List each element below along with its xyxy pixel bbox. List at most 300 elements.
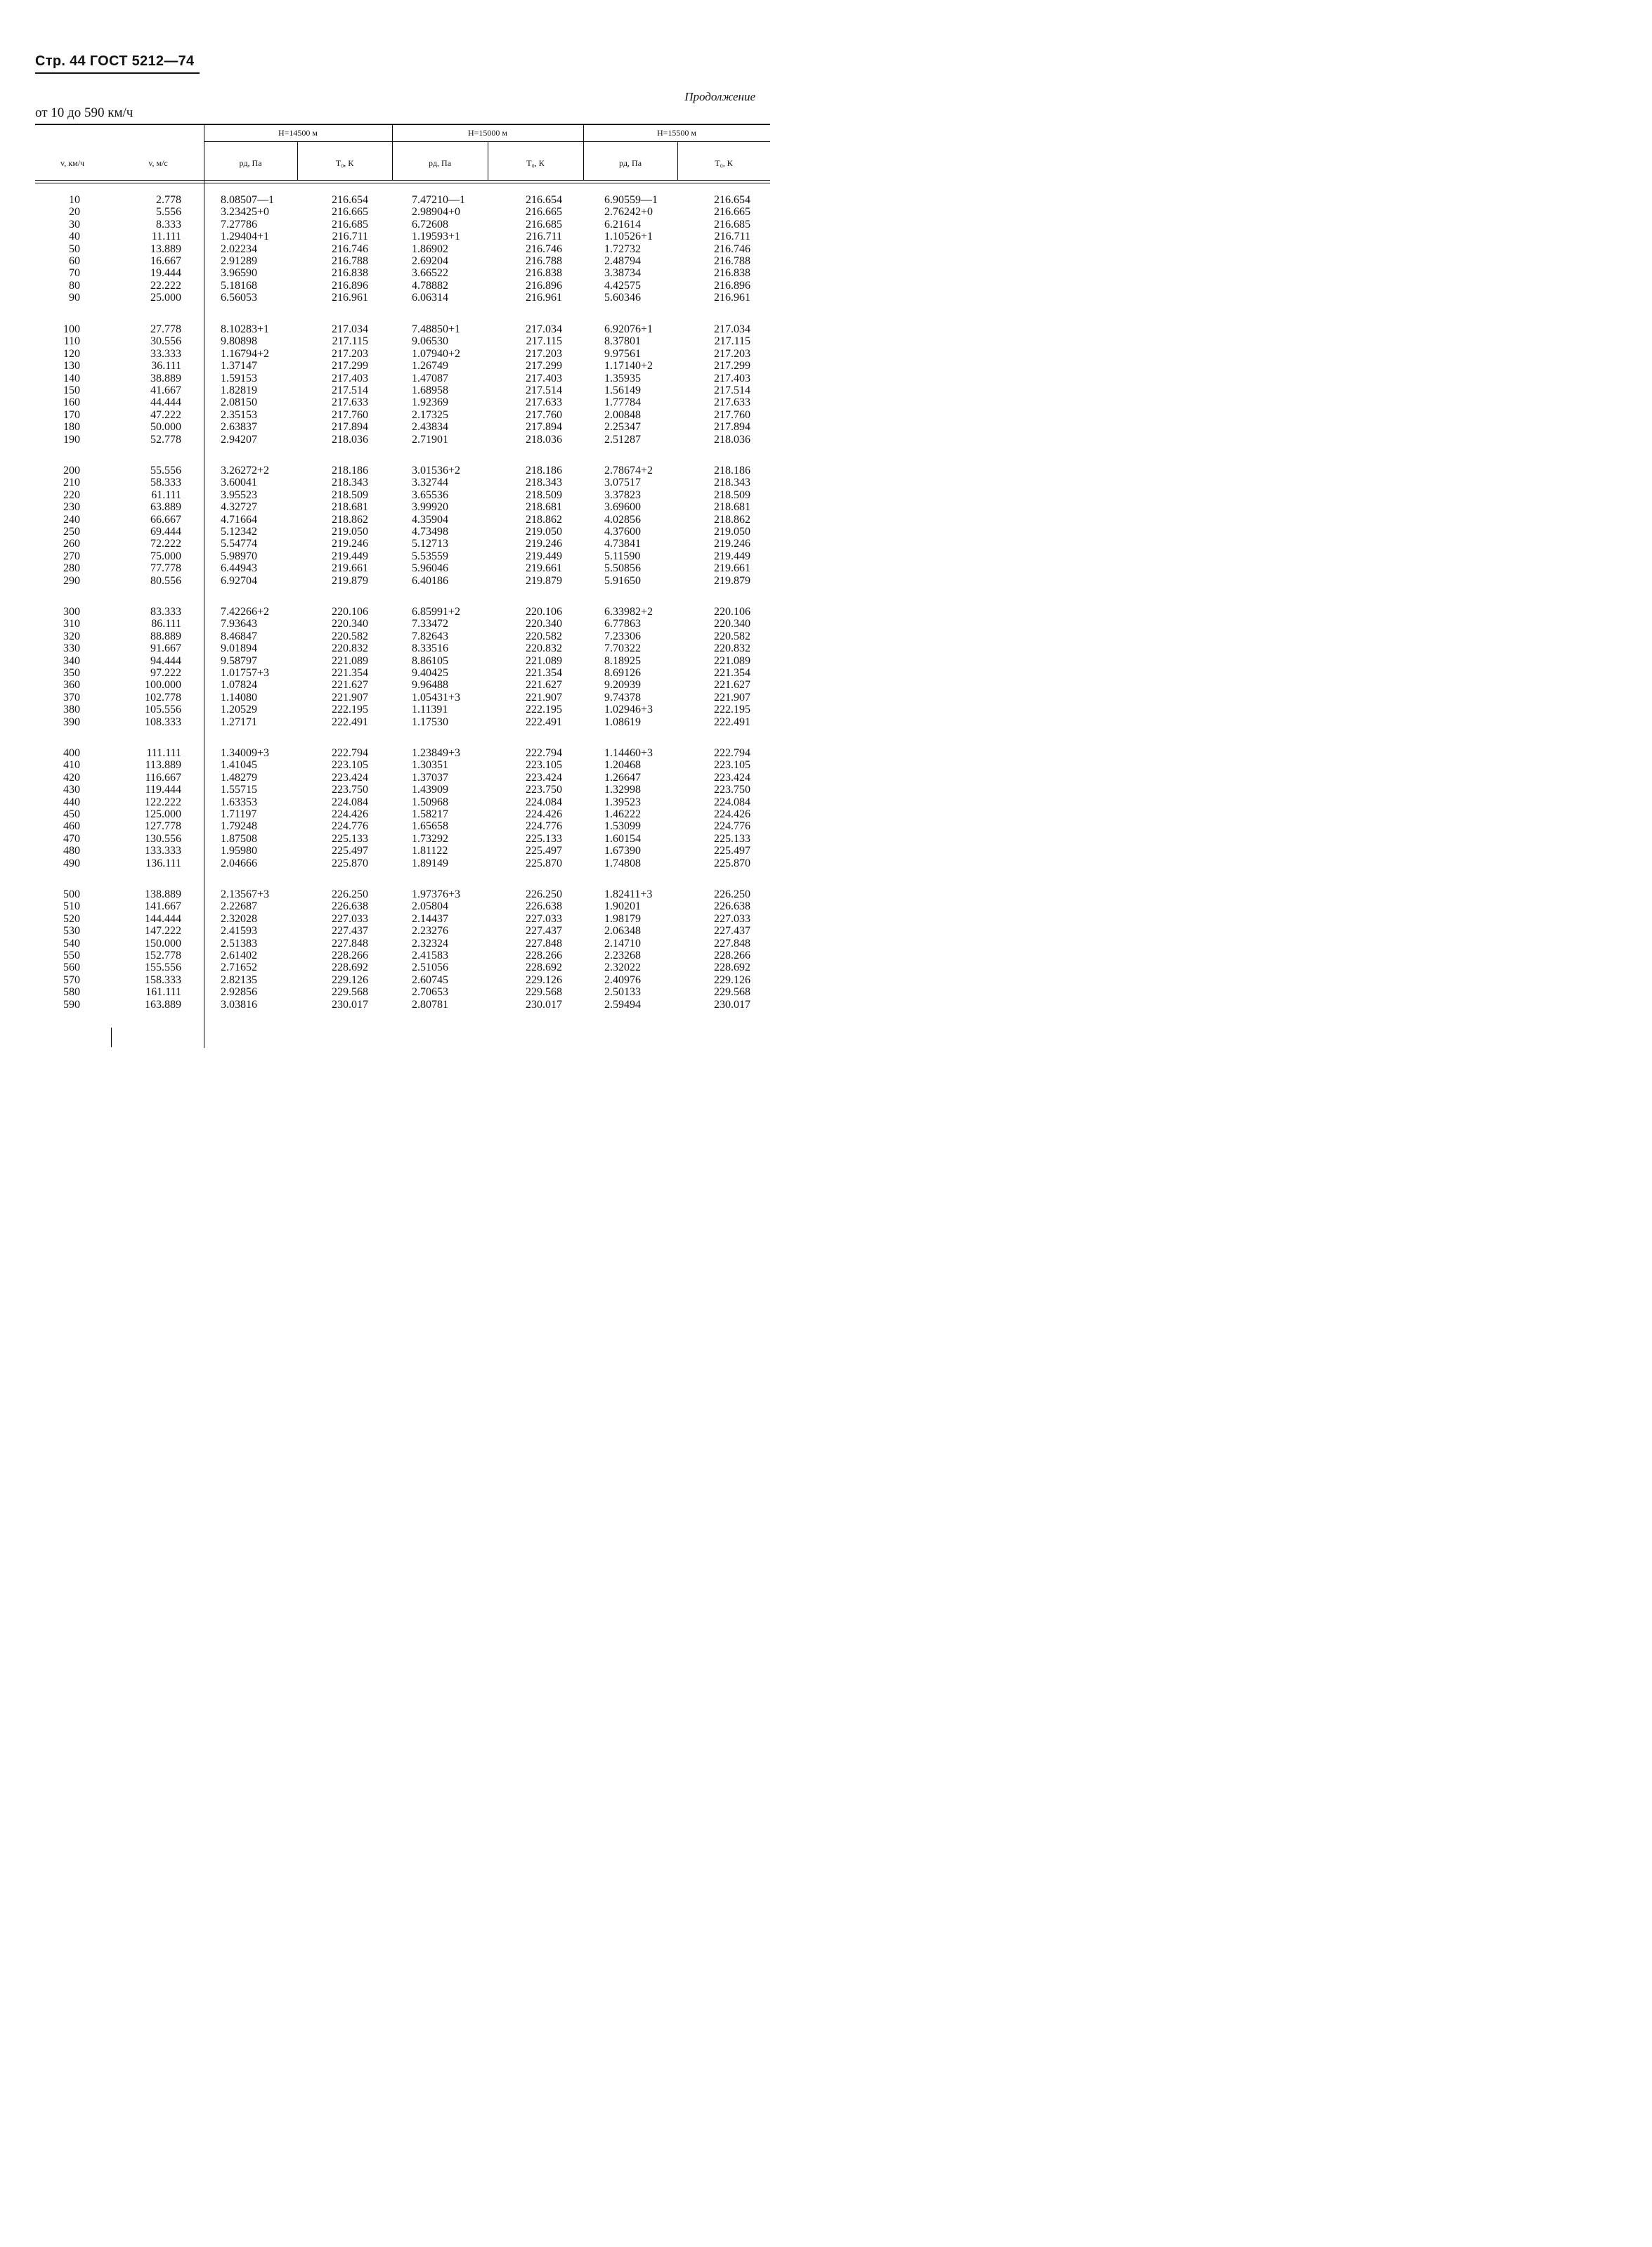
pressure-15500-cell: 9.20939 [604,679,641,692]
speed-ms-cell: 27.778 [150,323,181,335]
temperature-15500-cell: 216.711 [714,231,750,243]
temperature-15500-cell: 220.106 [714,606,750,618]
pressure-14500-cell: 3.60041 [221,477,257,489]
speed-kmh-cell: 190 [63,433,80,446]
speed-kmh-cell: 20 [69,206,80,219]
pressure-15000-cell: 1.86902 [412,242,448,255]
temperature-15000-cell: 219.246 [526,538,562,550]
speed-kmh-cell: 170 [63,408,80,421]
pressure-15000-cell: 6.40186 [412,574,448,587]
temperature-15000-cell: 217.403 [526,372,562,384]
temperature-15500-cell: 221.354 [714,667,750,679]
temperature-14500-cell: 217.115 [332,335,368,348]
temperature-14500-cell: 221.089 [332,654,368,667]
temperature-15000-cell: 216.665 [526,206,562,219]
pressure-15000-cell: 3.01536+2 [412,465,461,477]
speed-ms-cell: 147.222 [145,925,181,938]
temperature-14500-cell: 222.491 [332,715,368,728]
pressure-15500-cell: 2.00848 [604,408,641,421]
temperature-15000-cell: 220.582 [526,630,562,642]
speed-kmh-cell: 370 [63,691,80,704]
temperature-15000-cell: 218.681 [526,501,562,514]
temperature-15500-cell: 228.266 [714,950,750,961]
speed-kmh-cell: 510 [63,900,80,913]
pressure-15000-cell: 1.05431+3 [412,691,461,704]
pressure-15000-cell: 4.78882 [412,279,448,292]
header-altitude-14500: H=14500 м [278,128,318,138]
temperature-14500-cell: 220.340 [332,618,368,630]
header-v-kmh: v, км/ч [60,158,84,168]
temperature-14500-cell: 229.126 [332,973,368,986]
speed-ms-cell: 125.000 [145,808,181,820]
speed-ms-cell: 91.667 [150,642,181,655]
pressure-15000-cell: 5.53559 [412,550,448,562]
temperature-14500-cell: 218.862 [332,513,368,526]
pressure-14500-cell: 6.92704 [221,574,257,587]
pressure-14500-cell: 1.07824 [221,679,257,692]
header-pressure: pд, Па [428,158,452,168]
pressure-15500-cell: 1.08619 [604,715,641,728]
pressure-14500-cell: 9.01894 [221,642,257,655]
pressure-15000-cell: 2.70653 [412,986,448,999]
pressure-15000-cell: 2.14437 [412,912,448,925]
pressure-14500-cell: 1.63353 [221,796,257,808]
temperature-15000-cell: 216.788 [526,255,562,267]
pressure-15000-cell: 7.82643 [412,630,448,642]
speed-ms-cell: 111.111 [146,747,181,759]
temperature-14500-cell: 217.299 [332,360,368,373]
temperature-15500-cell: 218.036 [714,433,750,446]
pressure-14500-cell: 2.08150 [221,396,257,409]
speed-kmh-cell: 410 [63,759,80,772]
speed-ms-cell: 86.111 [151,618,181,630]
temperature-15000-cell: 222.195 [526,704,562,716]
speed-kmh-cell: 430 [63,784,80,796]
temperature-15500-cell: 216.685 [714,218,750,231]
pressure-14500-cell: 1.55715 [221,784,257,796]
speed-ms-cell: 25.000 [150,292,181,304]
speed-ms-cell: 5.556 [156,206,181,219]
temperature-15500-cell: 221.089 [714,654,750,667]
temperature-15500-cell: 219.246 [714,538,750,550]
pressure-15500-cell: 2.25347 [604,421,641,434]
temperature-14500-cell: 228.266 [332,950,368,961]
pressure-15000-cell: 1.30351 [412,759,448,772]
temperature-15000-cell: 217.633 [526,396,562,409]
speed-kmh-cell: 260 [63,538,80,550]
temperature-15000-cell: 216.654 [526,194,562,206]
speed-kmh-cell: 380 [63,704,80,716]
pressure-14500-cell: 2.92856 [221,986,257,999]
speed-kmh-cell: 590 [63,998,80,1011]
temperature-14500-cell: 217.514 [332,384,368,396]
speed-ms-cell: 163.889 [145,998,181,1011]
speed-ms-cell: 88.889 [150,630,181,642]
speed-kmh-cell: 90 [69,292,80,304]
temperature-15500-cell: 224.426 [714,808,750,820]
temperature-15500-cell: 226.250 [714,888,750,900]
temperature-14500-cell: 218.036 [332,433,368,446]
pressure-15500-cell: 1.26647 [604,771,641,784]
temperature-14500-cell: 220.106 [332,606,368,618]
speed-ms-cell: 144.444 [145,912,181,925]
temperature-15500-cell: 217.115 [714,335,750,348]
pressure-15000-cell: 8.86105 [412,654,448,667]
pressure-14500-cell: 5.54774 [221,538,257,550]
pressure-15000-cell: 5.96046 [412,562,448,575]
speed-ms-cell: 66.667 [150,513,181,526]
speed-ms-cell: 116.667 [145,771,181,784]
pressure-15500-cell: 1.74808 [604,857,641,869]
speed-ms-cell: 33.333 [150,347,181,360]
temperature-14500-cell: 226.250 [332,888,368,900]
temperature-15500-cell: 219.879 [714,574,750,587]
pressure-15500-cell: 1.98179 [604,912,641,925]
pressure-15500-cell: 2.51287 [604,433,641,446]
speed-ms-cell: 69.444 [150,526,181,538]
temperature-14500-cell: 216.838 [332,267,368,280]
speed-kmh-cell: 150 [63,384,80,396]
speed-kmh-cell: 570 [63,973,80,986]
temperature-15500-cell: 216.665 [714,206,750,219]
pressure-15000-cell: 4.35904 [412,513,448,526]
pressure-14500-cell: 1.34009+3 [221,747,270,759]
speed-kmh-cell: 290 [63,574,80,587]
temperature-15000-cell: 218.343 [526,477,562,489]
pressure-14500-cell: 1.82819 [221,384,257,396]
pressure-14500-cell: 1.01757+3 [221,667,270,679]
speed-kmh-cell: 400 [63,747,80,759]
speed-kmh-cell: 360 [63,679,80,692]
temperature-15000-cell: 227.033 [526,912,562,925]
pressure-15000-cell: 1.97376+3 [412,888,461,900]
speed-ms-cell: 119.444 [145,784,181,796]
temperature-15500-cell: 219.050 [714,526,750,538]
temperature-14500-cell: 230.017 [332,998,368,1011]
speed-ms-cell: 38.889 [150,372,181,384]
temperature-15000-cell: 218.862 [526,513,562,526]
pressure-15500-cell: 1.72732 [604,242,641,255]
temperature-15000-cell: 228.266 [526,950,562,961]
speed-kmh-cell: 460 [63,820,80,833]
temperature-15500-cell: 221.907 [714,691,750,704]
speed-kmh-cell: 250 [63,526,80,538]
temperature-15500-cell: 217.894 [714,421,750,434]
temperature-15500-cell: 223.105 [714,759,750,772]
pressure-14500-cell: 7.42266+2 [221,606,270,618]
temperature-15000-cell: 217.894 [526,421,562,434]
temperature-15000-cell: 220.340 [526,618,562,630]
speed-ms-cell: 158.333 [145,973,181,986]
pressure-15000-cell: 1.23849+3 [412,747,461,759]
speed-kmh-cell: 230 [63,501,80,514]
temperature-15000-cell: 220.106 [526,606,562,618]
pressure-14500-cell: 2.04666 [221,857,257,869]
pressure-15500-cell: 3.38734 [604,267,641,280]
temperature-14500-cell: 223.750 [332,784,368,796]
pressure-15500-cell: 1.82411+3 [604,888,653,900]
speed-ms-cell: 97.222 [150,667,181,679]
temperature-15500-cell: 216.746 [714,242,750,255]
temperature-15500-cell: 224.084 [714,796,750,808]
pressure-15500-cell: 2.06348 [604,925,641,938]
speed-ms-cell: 141.667 [145,900,181,913]
temperature-15500-cell: 220.582 [714,630,750,642]
pressure-14500-cell: 3.23425+0 [221,206,270,219]
speed-ms-cell: 127.778 [145,820,181,833]
pressure-15500-cell: 2.23268 [604,950,641,961]
pressure-15000-cell: 3.32744 [412,477,448,489]
pressure-15500-cell: 1.17140+2 [604,360,653,373]
speed-ms-cell: 102.778 [145,691,181,704]
speed-kmh-cell: 100 [63,323,80,335]
pressure-15000-cell: 2.98904+0 [412,206,461,219]
speed-ms-cell: 19.444 [150,267,181,280]
pressure-14500-cell: 1.20529 [221,704,257,716]
temperature-14500-cell: 225.870 [332,857,368,869]
speed-kmh-cell: 10 [69,194,80,206]
pressure-15000-cell: 5.12713 [412,538,448,550]
pressure-15000-cell: 1.26749 [412,360,448,373]
pressure-15500-cell: 3.37823 [604,488,641,501]
speed-kmh-cell: 110 [63,335,80,348]
pressure-14500-cell: 1.71197 [221,808,257,820]
temperature-15500-cell: 217.203 [714,347,750,360]
header-temperature: T₀, К [526,158,545,168]
temperature-14500-cell: 222.195 [332,704,368,716]
pressure-14500-cell: 2.13567+3 [221,888,270,900]
temperature-14500-cell: 227.437 [332,925,368,938]
speed-kmh-cell: 390 [63,715,80,728]
pressure-15500-cell: 7.23306 [604,630,641,642]
speed-ms-cell: 138.889 [145,888,181,900]
pressure-14500-cell: 1.48279 [221,771,257,784]
temperature-15000-cell: 219.050 [526,526,562,538]
pressure-15000-cell: 8.33516 [412,642,448,655]
temperature-14500-cell: 217.760 [332,408,368,421]
pressure-15000-cell: 1.73292 [412,832,448,845]
pressure-15500-cell: 6.21614 [604,218,641,231]
temperature-15500-cell: 220.832 [714,642,750,655]
table-top-rule [35,124,770,125]
pressure-15500-cell: 2.32022 [604,961,641,974]
pressure-15500-cell: 3.07517 [604,477,641,489]
pressure-15000-cell: 1.68958 [412,384,448,396]
pressure-14500-cell: 5.12342 [221,526,257,538]
pressure-14500-cell: 1.14080 [221,691,257,704]
speed-kmh-cell: 310 [63,618,80,630]
temperature-14500-cell: 229.568 [332,986,368,999]
pressure-14500-cell: 2.82135 [221,973,257,986]
pressure-14500-cell: 5.98970 [221,550,257,562]
temperature-15500-cell: 220.340 [714,618,750,630]
pressure-15500-cell: 2.76242+0 [604,206,653,219]
pressure-15500-cell: 2.50133 [604,986,641,999]
temperature-15000-cell: 218.036 [526,433,562,446]
temperature-14500-cell: 228.692 [332,961,368,974]
temperature-15500-cell: 223.750 [714,784,750,796]
pressure-15500-cell: 9.74378 [604,691,641,704]
pressure-15500-cell: 1.20468 [604,759,641,772]
speed-ms-cell: 47.222 [150,408,181,421]
temperature-15000-cell: 223.424 [526,771,562,784]
temperature-14500-cell: 216.665 [332,206,368,219]
speed-ms-cell: 136.111 [145,857,181,869]
pressure-15500-cell: 1.32998 [604,784,641,796]
pressure-15500-cell: 1.67390 [604,845,641,857]
speed-kmh-cell: 420 [63,771,80,784]
pressure-15000-cell: 2.69204 [412,255,448,267]
temperature-15000-cell: 225.133 [526,832,562,845]
pressure-15500-cell: 6.33982+2 [604,606,653,618]
pressure-15000-cell: 1.47087 [412,372,448,384]
pressure-15000-cell: 7.33472 [412,618,448,630]
speed-ms-cell: 155.556 [145,961,181,974]
pressure-15500-cell: 1.90201 [604,900,641,913]
pressure-14500-cell: 2.32028 [221,912,257,925]
pressure-15000-cell: 2.80781 [412,998,448,1011]
pressure-15500-cell: 7.70322 [604,642,641,655]
pressure-15000-cell: 1.11391 [412,704,448,716]
temperature-15500-cell: 227.437 [714,925,750,938]
pressure-15500-cell: 4.42575 [604,279,641,292]
temperature-14500-cell: 216.685 [332,218,368,231]
header-altitude-15500: H=15500 м [656,128,697,138]
pressure-14500-cell: 2.71652 [221,961,257,974]
speed-ms-cell: 72.222 [150,538,181,550]
temperature-14500-cell: 219.879 [332,574,368,587]
pressure-15500-cell: 1.56149 [604,384,641,396]
speed-ms-cell: 13.889 [150,242,181,255]
pressure-15500-cell: 1.10526+1 [604,231,653,243]
temperature-15500-cell: 222.195 [714,704,750,716]
temperature-14500-cell: 227.033 [332,912,368,925]
speed-kmh-cell: 350 [63,667,80,679]
temperature-15000-cell: 224.776 [526,820,562,833]
speed-ms-cell: 122.222 [145,796,181,808]
pressure-14500-cell: 3.96590 [221,267,257,280]
speed-kmh-cell: 480 [63,845,80,857]
pressure-15500-cell: 1.77784 [604,396,641,409]
temperature-15000-cell: 218.509 [526,488,562,501]
pressure-15500-cell: 8.18925 [604,654,641,667]
speed-kmh-cell: 560 [63,961,80,974]
pressure-14500-cell: 1.59153 [221,372,257,384]
temperature-14500-cell: 219.246 [332,538,368,550]
pressure-15500-cell: 3.69600 [604,501,641,514]
temperature-14500-cell: 217.633 [332,396,368,409]
pressure-15000-cell: 7.47210—1 [412,194,465,206]
pressure-15000-cell: 2.43834 [412,421,448,434]
pressure-14500-cell: 4.32727 [221,501,257,514]
temperature-15000-cell: 222.491 [526,715,562,728]
pressure-15500-cell: 5.91650 [604,574,641,587]
pressure-15500-cell: 1.46222 [604,808,641,820]
temperature-15000-cell: 225.497 [526,845,562,857]
speed-ms-cell: 83.333 [150,606,181,618]
speed-ms-cell: 161.111 [145,986,181,999]
temperature-15500-cell: 225.870 [714,857,750,869]
speed-kmh-cell: 60 [69,255,80,267]
speed-kmh-cell: 270 [63,550,80,562]
speed-ms-cell: 113.889 [145,759,181,772]
speed-kmh-cell: 130 [63,360,80,373]
pressure-14500-cell: 1.41045 [221,759,257,772]
pressure-15000-cell: 2.17325 [412,408,448,421]
temperature-14500-cell: 224.084 [332,796,368,808]
pressure-15000-cell: 2.51056 [412,961,448,974]
pressure-15500-cell: 2.14710 [604,937,641,950]
pressure-14500-cell: 8.08507—1 [221,194,274,206]
temperature-14500-cell: 217.203 [332,347,368,360]
temperature-14500-cell: 216.711 [332,231,368,243]
temperature-15000-cell: 222.794 [526,747,562,759]
header-bottom-rule [35,180,770,181]
speed-ms-cell: 130.556 [145,832,181,845]
header-altitude-15000: H=15000 м [467,128,508,138]
pressure-15000-cell: 2.05804 [412,900,448,913]
speed-ms-cell: 105.556 [145,704,181,716]
pressure-14500-cell: 2.63837 [221,421,257,434]
speed-ms-cell: 11.111 [151,231,181,243]
pressure-14500-cell: 8.10283+1 [221,323,270,335]
header-v-ms: v, м/с [148,158,168,168]
pressure-14500-cell: 1.79248 [221,820,257,833]
pressure-15500-cell: 5.50856 [604,562,641,575]
temperature-14500-cell: 220.832 [332,642,368,655]
pressure-15000-cell: 1.19593+1 [412,231,461,243]
temperature-15500-cell: 225.497 [714,845,750,857]
pressure-15000-cell: 1.17530 [412,715,448,728]
temperature-14500-cell: 216.788 [332,255,368,267]
temperature-15500-cell: 222.491 [714,715,750,728]
temperature-15000-cell: 216.711 [526,231,562,243]
pressure-15000-cell: 2.71901 [412,433,448,446]
speed-kmh-cell: 50 [69,242,80,255]
speed-kmh-cell: 440 [63,796,80,808]
speed-ms-cell: 94.444 [150,654,181,667]
pressure-15500-cell: 1.14460+3 [604,747,653,759]
speed-kmh-cell: 220 [63,488,80,501]
speed-ms-cell: 150.000 [145,937,181,950]
pressure-15000-cell: 1.89149 [412,857,448,869]
temperature-15500-cell: 218.509 [714,488,750,501]
temperature-15000-cell: 216.896 [526,279,562,292]
pressure-15000-cell: 9.06530 [412,335,448,348]
temperature-14500-cell: 224.426 [332,808,368,820]
temperature-14500-cell: 217.894 [332,421,368,434]
speed-kmh-cell: 450 [63,808,80,820]
pressure-15500-cell: 6.92076+1 [604,323,653,335]
temperature-15500-cell: 216.654 [714,194,750,206]
speed-ms-cell: 52.778 [150,433,181,446]
temperature-14500-cell: 222.794 [332,747,368,759]
temperature-14500-cell: 219.050 [332,526,368,538]
header-temperature: T₀, К [715,158,733,168]
temperature-15000-cell: 225.870 [526,857,562,869]
pressure-15500-cell: 4.37600 [604,526,641,538]
temperature-15500-cell: 230.017 [714,998,750,1011]
temperature-15500-cell: 219.661 [714,562,750,575]
temperature-14500-cell: 225.497 [332,845,368,857]
temperature-15000-cell: 221.354 [526,667,562,679]
speed-kmh-cell: 550 [63,950,80,961]
temperature-14500-cell: 221.354 [332,667,368,679]
speed-ms-cell: 152.778 [145,950,181,961]
speed-ms-cell: 80.556 [150,574,181,587]
continuation-label: Продолжение [684,90,755,103]
temperature-15000-cell: 217.514 [526,384,562,396]
